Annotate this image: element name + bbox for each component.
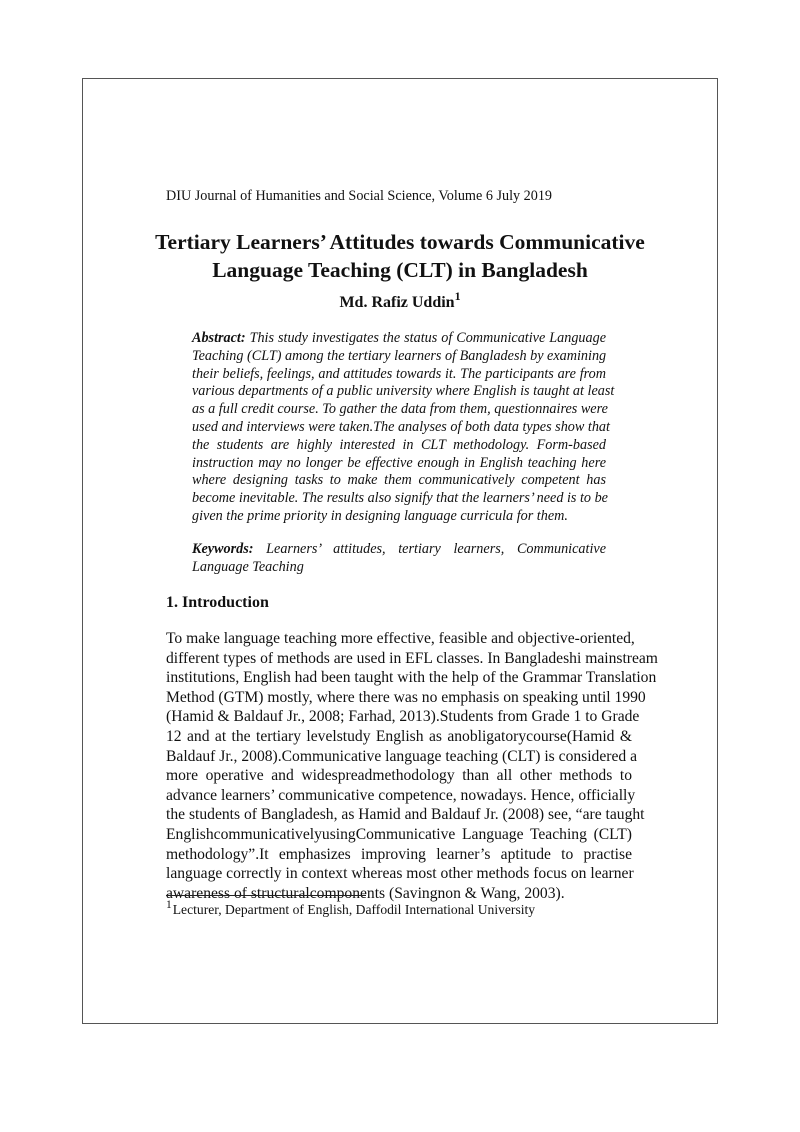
abstract-label: Abstract:	[192, 330, 246, 346]
journal-header: DIU Journal of Humanities and Social Science, Volume 6 July 2019	[166, 188, 553, 204]
abstract-line: various departments of a public university where English is taught at least	[192, 383, 615, 400]
abstract-line: the students are highly interested in CLT methodology. Form-based	[192, 436, 606, 453]
author-footnote-marker: 1	[454, 288, 461, 303]
body-line: institutions, English had been taught with the help of the Grammar Translation	[166, 669, 657, 687]
keywords-line	[192, 540, 606, 558]
abstract-line: instruction may no longer be effective enough in English teaching here	[192, 454, 606, 471]
article-title	[140, 228, 660, 284]
author-text: Md. Rafiz Uddin	[339, 294, 455, 311]
body-line: EnglishcommunicativelyusingCommunicative Language Teaching (CLT)	[166, 825, 632, 843]
keywords-line: Language Teaching	[192, 559, 304, 575]
section-heading-introduction: 1. Introduction	[166, 594, 269, 611]
abstract-line: given the prime priority in designing language curricula for them.	[192, 507, 568, 524]
abstract-line	[192, 330, 606, 348]
body-line: 12 and at the tertiary levelstudy English as anobligatorycourse(Hamid &	[166, 727, 632, 745]
body-line: methodology”.It emphasizes improving learner’s aptitude to practise	[166, 845, 632, 863]
introduction-body	[166, 629, 658, 903]
abstract-line: their beliefs, feelings, and attitudes towards it. The participants are from	[192, 365, 606, 382]
footnote-marker: 1	[166, 899, 172, 912]
keywords-text: Learners’ attitudes, tertiary learners, Communicative	[253, 541, 606, 557]
body-line: language correctly in context whereas most other methods focus on learner	[166, 865, 634, 883]
abstract-line: become inevitable. The results also signify that the learners’ need is to be	[192, 490, 608, 507]
body-line: more operative and widespreadmethodology than all other methods to	[166, 767, 632, 785]
body-line: Method (GTM) mostly, where there was no emphasis on speaking until 1990	[166, 688, 646, 706]
abstract-line: where designing tasks to make them communicatively competent has	[192, 472, 606, 489]
keywords-label: Keywords:	[192, 541, 254, 557]
abstract-line: as a full credit course. To gather the data from them, questionnaires were	[192, 401, 608, 418]
abstract-text: This study investigates the status of Communicative Language	[245, 330, 606, 346]
title-line: Language Teaching (CLT) in Bangladesh	[212, 258, 588, 282]
keywords	[192, 540, 606, 576]
body-line: Baldauf Jr., 2008).Communicative language teaching (CLT) is considered a	[166, 747, 638, 765]
body-line: (Hamid & Baldauf Jr., 2008; Farhad, 2013).Students from Grade 1 to Grade	[166, 708, 640, 726]
title-line: Tertiary Learners’ Attitudes towards Communicative	[155, 230, 645, 254]
footnote-divider	[166, 895, 366, 896]
footnote-text: Lecturer, Department of English, Daffodil International University	[172, 902, 536, 917]
footnote	[166, 900, 636, 920]
abstract-line: Teaching (CLT) among the tertiary learners of Bangladesh by examining	[192, 347, 607, 364]
author-name	[160, 288, 640, 314]
abstract-line: used and interviews were taken.The analyses of both data types show that	[192, 418, 610, 435]
body-line: different types of methods are used in EFL classes. In Bangladeshi mainstream	[166, 649, 658, 667]
body-line: advance learners’ communicative competence, nowadays. Hence, officially	[166, 786, 636, 804]
body-line: To make language teaching more effective, feasible and objective-oriented,	[166, 630, 635, 647]
abstract	[192, 330, 615, 526]
body-line: the students of Bangladesh, as Hamid and Baldauf Jr. (2008) see, “are taught	[166, 806, 645, 824]
body-line: awareness of structuralcomponents (Savingnon & Wang, 2003).	[166, 884, 565, 902]
